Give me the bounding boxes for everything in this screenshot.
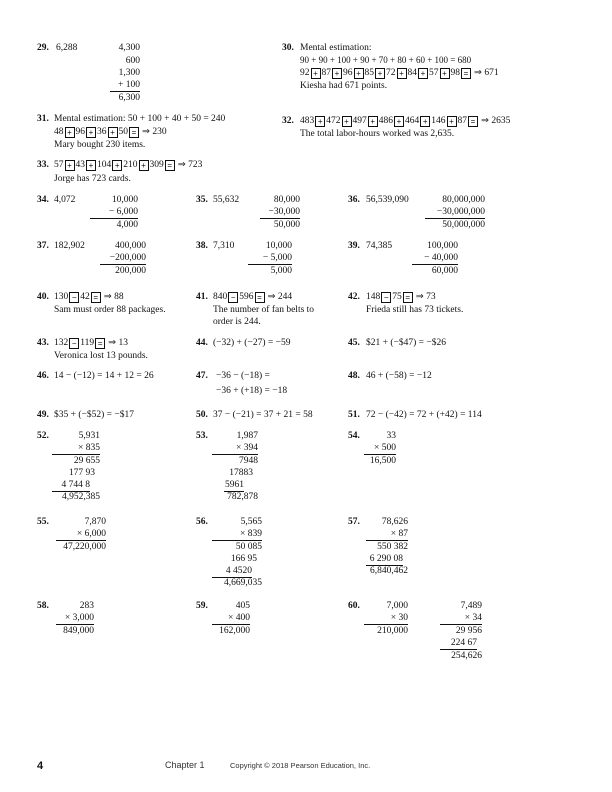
problem-number: 31. [37,114,49,124]
calculator-key: = [461,68,471,79]
product: 16,500 [369,456,396,466]
problem-number: 54. [348,431,360,441]
partial-product: 177 93 [68,468,95,478]
calculator-key: = [91,292,101,303]
calculator-key: + [332,68,342,79]
keystroke-value: 309 [149,160,164,170]
problem-number: 57. [348,517,360,527]
keystroke-value: 146 [431,116,446,126]
answer-sentence: The total labor-hours worked was 2,635. [300,129,455,139]
keystroke-value: 497 [352,116,367,126]
estimate: 6,288 [56,43,78,53]
estimate: 74,385 [366,241,393,251]
multiplicand: 7,870 [84,517,106,527]
multiplier: × 839 [212,528,262,541]
keystroke-value: ⇒ 88 [103,292,124,302]
multiplicand: 7,000 [386,601,408,611]
calculator-keystrokes [54,291,124,303]
product: 4,669,035 [224,578,262,588]
multiplier: × 87 [366,528,408,541]
partial-product: 29 655 [73,456,100,466]
problem-number: 29. [37,43,49,53]
partial-product: 6 290 08 [366,553,403,566]
keystroke-value: 57 [429,68,439,78]
subtrahend: −30,000,000 [425,206,485,219]
calculator-keystrokes [54,159,202,171]
problem-number: 60. [348,601,360,611]
calculator-key: + [354,68,364,79]
equation: $21 + (−$47) = −$26 [366,338,447,348]
keystroke-value: 119 [80,338,95,348]
multiplicand: 7,489 [460,601,482,611]
problem-number: 36. [348,195,360,205]
keystroke-value: ⇒ 723 [177,160,203,170]
keystroke-value: 104 [97,160,112,170]
keystroke-value: 148 [366,292,381,302]
multiplicand: 405 [235,601,250,611]
keystroke-value: 840 [213,292,228,302]
problem-number: 38. [196,241,208,251]
calculator-key: + [311,68,321,79]
problem-number: 49. [37,410,49,420]
difference: 200,000 [115,266,146,276]
problem-number: 30. [282,43,294,53]
partial-product: 166 95 [230,554,257,564]
equation: 14 − (−12) = 14 + 12 = 26 [54,371,154,381]
multiplicand: 5,565 [240,517,262,527]
keystroke-value: 96 [343,68,353,78]
problem-number: 47. [196,371,208,381]
problem-number: 55. [37,517,49,527]
problem-number: 58. [37,601,49,611]
keystroke-value: ⇒ 244 [267,292,293,302]
problem-number: 53. [196,431,208,441]
answer-sentence: Frieda still has 73 tickets. [366,305,464,315]
multiplicand: 33 [386,431,396,441]
calculator-key: = [95,338,105,349]
multiplier: × 30 [364,612,408,625]
estimate: 4,072 [54,195,76,205]
calculator-key: + [139,160,149,171]
estimation-title: Mental estimation: [300,43,372,53]
equation: 46 + (−58) = −12 [366,371,432,381]
calculator-key: + [342,116,352,127]
multiplier: × 500 [364,442,396,455]
minuend: 10,000 [265,241,292,251]
copyright: Copyright © 2018 Pearson Education, Inc. [230,761,371,770]
keystroke-value: 87 [321,68,331,78]
calculator-key: + [397,68,407,79]
estimation-expression: 90 + 90 + 100 + 90 + 70 + 80 + 60 + 100 = 680 [300,55,472,65]
keystroke-value: ⇒ 671 [474,68,499,78]
partial-product: 224 67 [440,637,477,650]
difference: 5,000 [270,266,292,276]
calculator-key: + [112,160,122,171]
difference: 60,000 [431,266,458,276]
keystroke-value: 472 [326,116,341,126]
subtrahend: −200,000 [100,252,146,265]
calculator-key: = [165,160,175,171]
keystroke-value: 92 [300,68,310,78]
product: 47,220,000 [63,542,106,552]
product: 849,000 [63,626,94,636]
calculator-keystrokes [300,67,499,79]
problem-number: 35. [196,195,208,205]
equation: −36 − (−18) = [216,371,270,381]
minuend: 80,000 [273,195,300,205]
multiplier: × 3,000 [56,612,94,625]
product: 6,840,462 [370,566,408,576]
problem-number: 48. [348,371,360,381]
product: 782,878 [227,492,258,502]
difference: 50,000 [273,220,300,230]
problem-number: 51. [348,410,360,420]
partial-product: 29 956 [455,626,482,636]
problem-number: 44. [196,338,208,348]
calculator-keystrokes [54,337,128,349]
estimate: 56,539,090 [366,195,409,205]
difference: 4,000 [116,220,138,230]
keystroke-value: 596 [239,292,254,302]
problem-number: 45. [348,338,360,348]
addend: 600 [125,56,140,66]
calculator-key: + [65,160,75,171]
estimate: 55,632 [213,195,240,205]
calculator-keystrokes [300,115,510,127]
subtrahend: − 5,000 [248,252,292,265]
problem-number: 37. [37,241,49,251]
problem-number: 46. [37,371,49,381]
keystroke-value: 96 [75,127,85,137]
calculator-key: + [86,160,96,171]
problem-number: 59. [196,601,208,611]
product: 4,952,385 [62,492,100,502]
multiplier: × 394 [212,442,258,455]
calculator-key: + [65,127,75,138]
problem-number: 34. [37,195,49,205]
answer-sentence: Jorge has 723 cards. [54,174,131,184]
multiplicand: 283 [79,601,94,611]
calculator-key: + [418,68,428,79]
calculator-key: − [228,292,238,303]
minuend: 80,000,000 [442,195,485,205]
calculator-key: = [129,127,139,138]
calculator-key: − [69,292,79,303]
keystroke-value: 464 [405,116,420,126]
keystroke-value: 486 [378,116,393,126]
answer-sentence: Veronica lost 13 pounds. [54,351,148,361]
calculator-key: + [447,116,457,127]
keystroke-value: 50 [118,127,128,137]
multiplier: × 6,000 [56,528,106,541]
multiplier: × 34 [440,612,482,625]
calculator-key: = [403,292,413,303]
partial-product: 50 085 [235,542,262,552]
subtrahend: −30,000 [260,206,300,219]
problem-number: 33. [37,160,49,170]
addend: + 100 [110,79,140,92]
calculator-key: + [420,116,430,127]
multiplicand: 78,626 [381,517,408,527]
multiplier: × 835 [52,442,100,455]
partial-product: 17883 [229,468,253,478]
calculator-key: − [381,292,391,303]
calculator-key: + [86,127,96,138]
answer-sentence: Sam must order 88 packages. [54,305,166,315]
calculator-key: + [440,68,450,79]
keystroke-value: 98 [450,68,460,78]
keystroke-value: 48 [54,127,64,137]
estimate: 7,310 [213,241,235,251]
keystroke-value: 57 [54,160,64,170]
page-number: 4 [37,760,44,772]
product: 210,000 [377,626,408,636]
subtrahend: − 6,000 [90,206,138,219]
problem-number: 32. [282,116,294,126]
keystroke-value: 84 [407,68,417,78]
calculator-key: − [69,338,79,349]
keystroke-value: ⇒ 73 [415,292,436,302]
keystroke-value: ⇒ 2635 [481,116,511,126]
keystroke-value: 72 [386,68,396,78]
answer-sentence: Mary bought 230 items. [54,140,146,150]
problem-number: 39. [348,241,360,251]
keystroke-value: 43 [75,160,85,170]
estimate: 182,902 [54,241,85,251]
minuend: 10,000 [111,195,138,205]
chapter-label: Chapter 1 [165,760,205,770]
keystroke-value: 210 [123,160,138,170]
problem-number: 56. [196,517,208,527]
answer-sentence: The number of fan belts to [213,305,315,315]
keystroke-value: 42 [80,292,90,302]
answer-sentence: order is 244. [213,317,261,327]
keystroke-value: 130 [54,292,69,302]
equation: −36 + (+18) = −18 [216,386,288,396]
equation: (−32) + (−27) = −59 [213,338,291,348]
keystroke-value: 87 [457,116,467,126]
problem-number: 50. [196,410,208,420]
calculator-key: + [394,116,404,127]
answer-sentence: Kiesha had 671 points. [300,81,388,91]
keystroke-value: 132 [54,338,69,348]
product: 254,626 [451,651,482,661]
calculator-key: + [375,68,385,79]
sum: 6,300 [118,93,140,103]
calculator-key: + [368,116,378,127]
estimation-expression: Mental estimation: 50 + 100 + 40 + 50 = 240 [54,114,226,124]
problem-number: 52. [37,431,49,441]
subtrahend: − 40,000 [412,252,458,265]
problem-number: 40. [37,292,49,302]
keystroke-value: ⇒ 230 [142,127,167,137]
multiplicand: 1,987 [236,431,258,441]
problem-number: 43. [37,338,49,348]
equation: 37 − (−21) = 37 + 21 = 58 [213,410,313,420]
problem-number: 41. [196,292,208,302]
partial-product: 5961 [225,480,244,490]
calculator-keystrokes [213,291,292,303]
minuend: 400,000 [115,241,146,251]
keystroke-value: 75 [392,292,402,302]
keystroke-value: 85 [364,68,374,78]
keystroke-value: 36 [97,127,107,137]
equation: 72 − (−42) = 72 + (+42) = 114 [366,410,482,420]
partial-product: 7948 [239,456,258,466]
calculator-key: + [108,127,118,138]
partial-product: 550 382 [377,542,408,552]
product: 162,000 [219,626,250,636]
equation: $35 + (−$52) = −$17 [54,410,135,420]
calculator-keystrokes [54,126,167,138]
problem-number: 42. [348,292,360,302]
multiplicand: 5,931 [78,431,100,441]
minuend: 100,000 [427,241,458,251]
calculator-key: + [315,116,325,127]
partial-product: 4 4520 [212,565,252,578]
addend: 4,300 [118,43,140,53]
keystroke-value: 483 [300,116,315,126]
keystroke-value: ⇒ 13 [108,338,128,348]
addend: 1,300 [118,68,140,78]
partial-product: 4 744 8 [52,479,90,492]
multiplier: × 400 [212,612,250,625]
calculator-keystrokes [366,291,436,303]
difference: 50,000,000 [442,220,485,230]
calculator-key: = [255,292,265,303]
calculator-key: = [468,116,478,127]
